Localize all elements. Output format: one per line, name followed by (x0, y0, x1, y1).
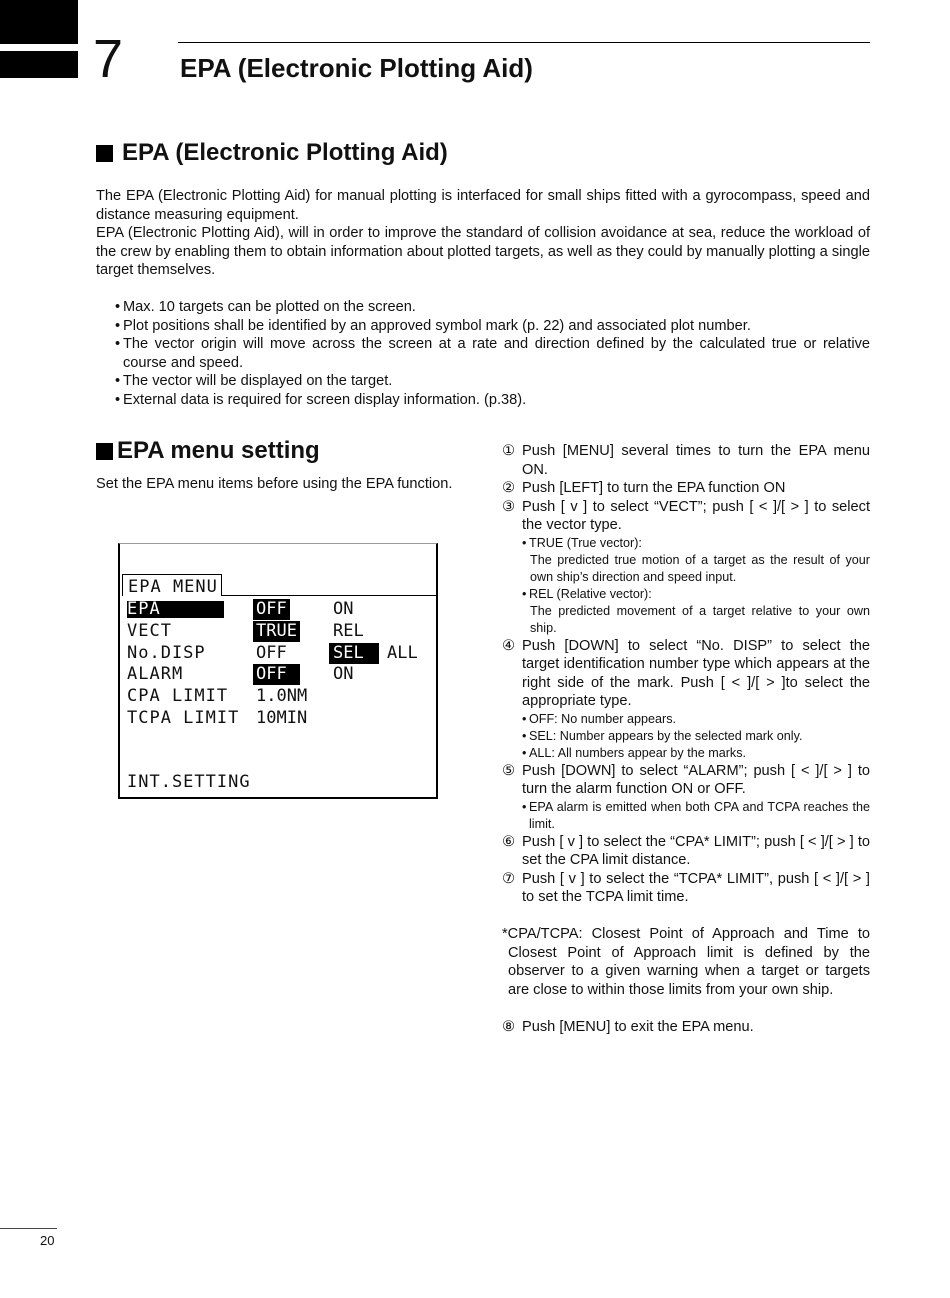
square-bullet-icon (96, 443, 113, 460)
step-number: ② (502, 480, 516, 496)
sub-item: • SEL: Number appears by the selected mark only. (522, 728, 803, 743)
menu-option-disp-off[interactable]: OFF (256, 643, 287, 663)
step-2 (502, 479, 870, 498)
intro-paragraphs (96, 187, 870, 280)
step-text: Push [ v ] to select the “TCPA* LIMIT”, push [ < ]/[ > ] to set the TCPA limit time. (522, 870, 870, 905)
step-number: ③ (502, 498, 516, 515)
sub-item: • REL (Relative vector): (522, 586, 652, 601)
menu-row-label-no-disp[interactable]: No.DISP (127, 643, 206, 663)
sub-item-description: The predicted movement of a target relative to your own ship. (530, 603, 870, 635)
step-4 (502, 637, 870, 711)
sub-item-text: REL (Relative vector): (529, 586, 652, 601)
square-bullet-icon (96, 145, 113, 162)
step-number: ⑦ (502, 870, 516, 887)
step-text: Push [LEFT] to turn the EPA function ON (522, 480, 786, 496)
sub-item-text: ALL: All numbers appear by the marks. (529, 745, 747, 760)
step-number: ④ (502, 637, 516, 654)
step-6 (502, 833, 870, 870)
epa-menu-screen (118, 543, 438, 799)
sub-item-text: OFF: No number appears. (529, 711, 676, 726)
step-number: ⑧ (502, 1018, 516, 1035)
menu-title: EPA MENU (128, 577, 218, 597)
step-text: Push [MENU] to exit the EPA menu. (522, 1018, 754, 1035)
intro-paragraph-1: The EPA (Electronic Plotting Aid) for manual plotting is interfaced for small ships fitted with a gyrocompass, speed and distance measuring equipment. (96, 188, 870, 223)
menu-option-alarm-on[interactable]: ON (333, 664, 354, 684)
section-heading-text: EPA (Electronic Plotting Aid) (122, 139, 448, 166)
step-number: ⑤ (502, 762, 516, 779)
step-number: ① (502, 443, 516, 459)
menu-option-alarm-off[interactable]: OFF (253, 664, 300, 685)
cpa-tcpa-footnote: *CPA/TCPA: Closest Point of Approach and Time to Closest Point of Approach limit is defined by the observer to a given warning when a target or targets are close to within those limits from your own ship. (502, 926, 870, 998)
sub-item-text: TRUE (True vector): (529, 535, 642, 550)
list-item: • External data is required for screen display information. (p.38). (115, 391, 870, 410)
menu-option-vect-rel[interactable]: REL (333, 621, 364, 641)
section-heading-text: EPA menu setting (117, 437, 320, 464)
chapter-tab-block-bottom (0, 51, 78, 78)
step-text: Push [ v ] to select the “CPA* LIMIT”; push [ < ]/[ > ] to set the CPA limit distance. (522, 833, 870, 868)
section-description: Set the EPA menu items before using the EPA function. (96, 476, 453, 492)
list-item: • The vector will be displayed on the target. (115, 372, 870, 391)
sub-item-text: EPA alarm is emitted when both CPA and TCPA reaches the limit. (529, 799, 870, 831)
step-text: Push [DOWN] to select “ALARM”; push [ < ]/[ > ] to turn the alarm function ON or OFF. (522, 762, 870, 797)
procedure-steps (502, 442, 870, 1036)
menu-option-disp-all[interactable]: ALL (387, 643, 418, 663)
menu-option-epa-on[interactable]: ON (333, 599, 354, 619)
intro-paragraph-2: EPA (Electronic Plotting Aid), will in order to improve the standard of collision avoidance at sea, reduce the workload of the crew by enabling them to obtain information about plotted targets, as well as they could by manually plotting a single target themselves. (96, 225, 870, 278)
list-item: • Max. 10 targets can be plotted on the screen. (115, 298, 870, 317)
menu-option-epa-off[interactable]: OFF (253, 599, 290, 620)
step-text: Push [MENU] several times to turn the EPA menu ON. (522, 443, 870, 478)
section-heading-menu-setting (96, 437, 320, 465)
step-3 (502, 498, 870, 535)
sub-item-text: SEL: Number appears by the selected mark only. (529, 728, 803, 743)
menu-value-cpa-limit[interactable]: 1.0NM (256, 686, 308, 706)
sub-item: • ALL: All numbers appear by the marks. (522, 745, 747, 760)
step-number: ⑥ (502, 833, 516, 850)
section-heading-epa (96, 139, 448, 167)
step-text: Push [ v ] to select “VECT”; push [ < ]/[ > ] to select the vector type. (522, 498, 870, 533)
menu-row-label-tcpa-limit[interactable]: TCPA LIMIT (127, 708, 240, 728)
chapter-rule (178, 42, 870, 43)
sub-item-description: The predicted true motion of a target as the result of your own ship’s direction and speed input. (530, 552, 870, 584)
menu-row-label-vect[interactable]: VECT (127, 621, 172, 641)
page-number: 20 (40, 1233, 55, 1248)
menu-item-int-setting[interactable]: INT.SETTING (127, 772, 251, 792)
menu-row-label-alarm[interactable]: ALARM (127, 664, 184, 684)
menu-row-label-cpa-limit[interactable]: CPA LIMIT (127, 686, 229, 706)
menu-option-disp-sel[interactable]: SEL (329, 643, 379, 664)
step-5 (502, 762, 870, 799)
menu-value-tcpa-limit[interactable]: 10MIN (256, 708, 308, 728)
chapter-tab-block-top (0, 0, 78, 44)
footer-rule (0, 1228, 57, 1229)
list-item: • Plot positions shall be identified by an approved symbol mark (p. 22) and associated plot number. (115, 317, 870, 336)
sub-item: • OFF: No number appears. (522, 711, 676, 726)
chapter-number: 7 (93, 29, 124, 89)
step-text: Push [DOWN] to select “No. DISP” to select the target identification number type which appears at the right side of the mark. Push [ < ]/[ > ]to select the appropriate type. (522, 637, 870, 709)
list-item: • The vector origin will move across the screen at a rate and direction defined by the calculated true or relative course and speed. (115, 335, 870, 372)
feature-bullet-list (115, 298, 870, 409)
sub-item: • TRUE (True vector): (522, 535, 642, 550)
step-8 (502, 1018, 870, 1037)
step-1 (502, 442, 870, 479)
menu-title-rule (222, 595, 436, 596)
chapter-title: EPA (Electronic Plotting Aid) (180, 53, 533, 83)
step-7 (502, 870, 870, 907)
menu-option-vect-true[interactable]: TRUE (253, 621, 300, 642)
sub-item: • EPA alarm is emitted when both CPA and TCPA reaches the limit. (522, 799, 870, 831)
menu-row-label-epa[interactable]: EPA (127, 599, 161, 619)
